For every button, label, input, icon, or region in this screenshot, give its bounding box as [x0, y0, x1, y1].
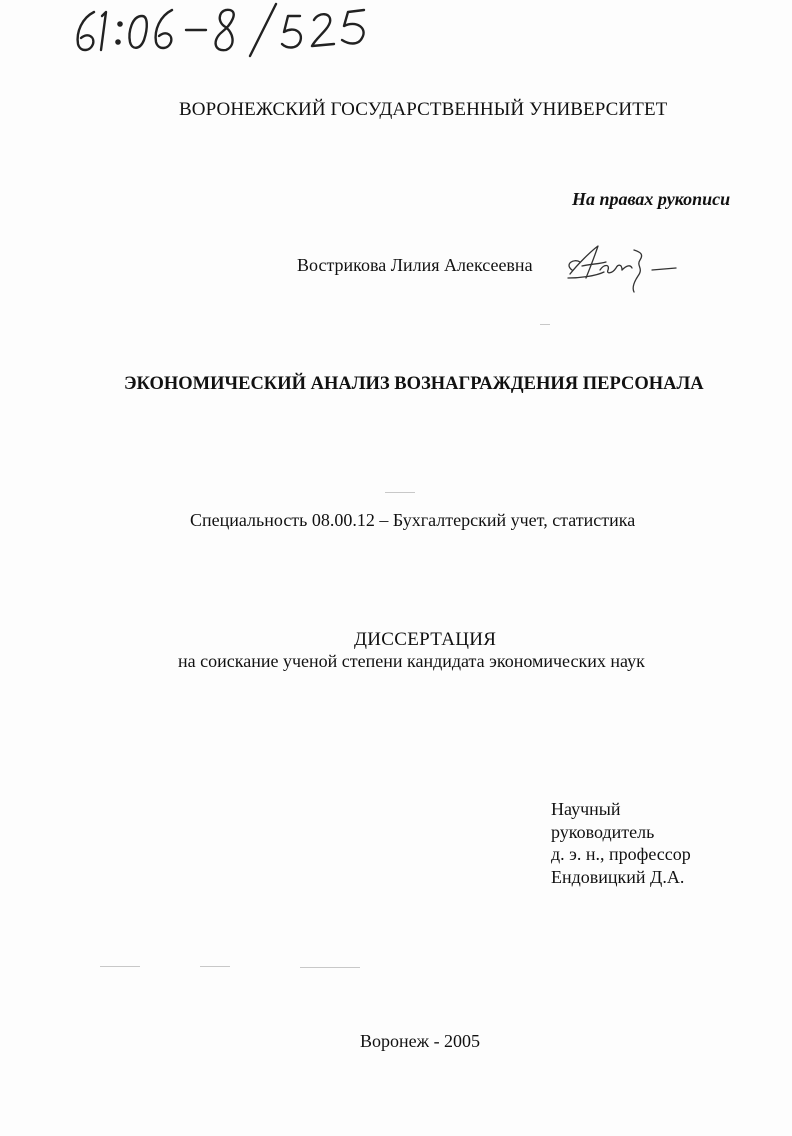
author-name: Вострикова Лилия Алексеевна — [297, 255, 533, 275]
author-signature — [560, 234, 680, 300]
adviser-name: Ендовицкий Д.А. — [551, 866, 685, 887]
handwritten-archive-number — [68, 2, 398, 58]
scan-speck — [385, 492, 415, 493]
scan-speck — [200, 966, 230, 967]
city-year: Воронеж - 2005 — [360, 1031, 481, 1051]
scan-speck — [300, 967, 360, 968]
adviser-block — [551, 798, 691, 888]
manuscript-note: На правах рукописи — [572, 189, 731, 209]
dissertation-heading: ДИССЕРТАЦИЯ — [354, 629, 497, 650]
dissertation-title: ЭКОНОМИЧЕСКИЙ АНАЛИЗ ВОЗНАГРАЖДЕНИЯ ПЕРСОНАЛА — [124, 374, 704, 394]
university-name: ВОРОНЕЖСКИЙ ГОСУДАРСТВЕННЫЙ УНИВЕРСИТЕТ — [179, 99, 668, 120]
adviser-line-2: руководитель — [551, 821, 655, 842]
adviser-line-1: Научный — [551, 799, 621, 819]
speciality-line: Специальность 08.00.12 – Бухгалтерский учет, статистика — [190, 510, 636, 530]
dissertation-subtitle: на соискание ученой степени кандидата экономических наук — [178, 651, 645, 671]
adviser-line-3: д. э. н., профессор — [551, 844, 691, 864]
scan-speck — [540, 324, 550, 325]
scan-speck — [100, 966, 140, 967]
